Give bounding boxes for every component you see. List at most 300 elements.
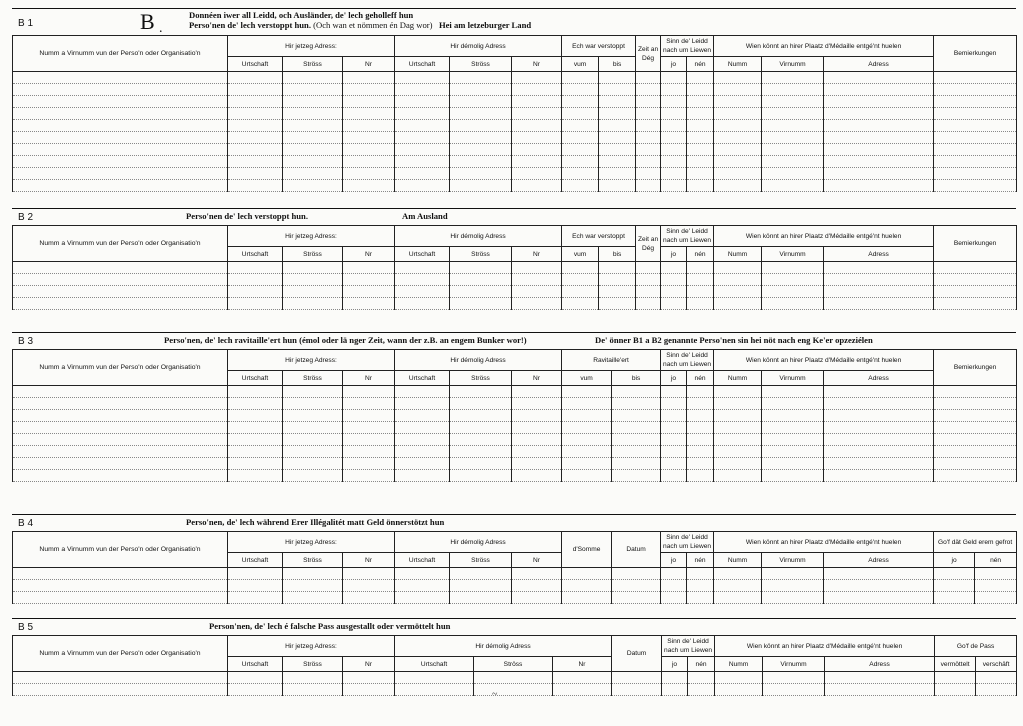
entry-cell[interactable] [714,458,762,470]
entry-cell[interactable] [512,72,562,84]
entry-cell[interactable] [661,108,687,120]
entry-cell[interactable] [13,108,228,120]
entry-cell[interactable] [450,410,512,422]
entry-cell[interactable] [612,592,661,604]
entry-cell[interactable] [562,286,599,298]
entry-cell[interactable] [687,446,714,458]
entry-cell[interactable] [562,262,599,274]
entry-cell[interactable] [636,298,661,310]
entry-cell[interactable] [512,470,562,482]
entry-cell[interactable] [395,108,450,120]
entry-cell[interactable] [450,180,512,192]
entry-cell[interactable] [934,96,1017,108]
entry-cell[interactable] [762,580,824,592]
entry-cell[interactable] [662,684,688,696]
entry-cell[interactable] [562,132,599,144]
entry-cell[interactable] [762,72,824,84]
entry-cell[interactable] [762,592,824,604]
entry-cell[interactable] [934,398,1017,410]
entry-cell[interactable] [512,144,562,156]
entry-cell[interactable] [450,156,512,168]
entry-cell[interactable] [13,144,228,156]
entry-cell[interactable] [762,398,824,410]
entry-cell[interactable] [13,84,228,96]
entry-cell[interactable] [661,274,687,286]
entry-cell[interactable] [762,156,824,168]
entry-cell[interactable] [450,108,512,120]
entry-cell[interactable] [450,168,512,180]
entry-cell[interactable] [599,84,636,96]
entry-cell[interactable] [283,458,343,470]
entry-cell[interactable] [687,274,714,286]
entry-cell[interactable] [283,132,343,144]
entry-cell[interactable] [636,168,661,180]
entry-cell[interactable] [512,286,562,298]
entry-cell[interactable] [824,274,934,286]
entry-cell[interactable] [395,286,450,298]
entry-cell[interactable] [762,180,824,192]
entry-cell[interactable] [512,262,562,274]
entry-cell[interactable] [687,96,714,108]
entry-cell[interactable] [13,580,228,592]
entry-cell[interactable] [395,132,450,144]
entry-cell[interactable] [824,84,934,96]
entry-cell[interactable] [612,386,661,398]
entry-cell[interactable] [636,262,661,274]
entry-cell[interactable] [13,262,228,274]
entry-cell[interactable] [762,446,824,458]
entry-cell[interactable] [13,410,228,422]
entry-cell[interactable] [343,672,395,684]
entry-cell[interactable] [934,434,1017,446]
entry-cell[interactable] [714,262,762,274]
entry-cell[interactable] [599,72,636,84]
entry-cell[interactable] [599,274,636,286]
entry-cell[interactable] [450,144,512,156]
entry-cell[interactable] [228,156,283,168]
entry-cell[interactable] [283,156,343,168]
entry-cell[interactable] [612,398,661,410]
entry-cell[interactable] [450,470,512,482]
entry-cell[interactable] [824,262,934,274]
entry-cell[interactable] [714,422,762,434]
entry-cell[interactable] [395,422,450,434]
entry-cell[interactable] [512,96,562,108]
entry-cell[interactable] [714,470,762,482]
entry-cell[interactable] [562,144,599,156]
entry-cell[interactable] [762,108,824,120]
entry-cell[interactable] [687,108,714,120]
entry-cell[interactable] [13,446,228,458]
entry-cell[interactable] [395,398,450,410]
entry-cell[interactable] [450,592,512,604]
entry-cell[interactable] [714,286,762,298]
entry-cell[interactable] [687,298,714,310]
entry-cell[interactable] [395,144,450,156]
entry-cell[interactable] [687,592,714,604]
entry-cell[interactable] [934,132,1017,144]
entry-cell[interactable] [599,168,636,180]
entry-cell[interactable] [661,262,687,274]
entry-cell[interactable] [283,410,343,422]
entry-cell[interactable] [450,262,512,274]
entry-cell[interactable] [343,72,395,84]
entry-cell[interactable] [562,446,612,458]
entry-cell[interactable] [824,398,934,410]
entry-cell[interactable] [762,410,824,422]
entry-cell[interactable] [935,672,976,684]
entry-cell[interactable] [343,398,395,410]
entry-cell[interactable] [283,168,343,180]
entry-cell[interactable] [599,132,636,144]
entry-cell[interactable] [474,684,553,696]
entry-cell[interactable] [714,386,762,398]
entry-cell[interactable] [824,120,934,132]
entry-cell[interactable] [13,168,228,180]
entry-cell[interactable] [343,568,395,580]
entry-cell[interactable] [687,168,714,180]
entry-cell[interactable] [934,180,1017,192]
entry-cell[interactable] [714,434,762,446]
entry-cell[interactable] [395,684,474,696]
entry-cell[interactable] [687,410,714,422]
entry-cell[interactable] [562,422,612,434]
entry-cell[interactable] [975,592,1017,604]
entry-cell[interactable] [228,386,283,398]
entry-cell[interactable] [395,592,450,604]
entry-cell[interactable] [13,672,228,684]
entry-cell[interactable] [636,156,661,168]
entry-cell[interactable] [562,96,599,108]
entry-cell[interactable] [512,132,562,144]
entry-cell[interactable] [714,580,762,592]
entry-cell[interactable] [714,120,762,132]
entry-cell[interactable] [343,274,395,286]
entry-cell[interactable] [714,156,762,168]
entry-cell[interactable] [612,410,661,422]
entry-cell[interactable] [825,672,935,684]
entry-cell[interactable] [13,434,228,446]
entry-cell[interactable] [934,84,1017,96]
entry-cell[interactable] [824,72,934,84]
entry-cell[interactable] [13,684,228,696]
entry-cell[interactable] [228,672,283,684]
entry-cell[interactable] [661,132,687,144]
entry-cell[interactable] [934,144,1017,156]
entry-cell[interactable] [687,180,714,192]
entry-cell[interactable] [824,298,934,310]
entry-cell[interactable] [395,298,450,310]
entry-cell[interactable] [714,84,762,96]
entry-cell[interactable] [824,180,934,192]
entry-cell[interactable] [343,120,395,132]
entry-cell[interactable] [763,684,825,696]
entry-cell[interactable] [283,398,343,410]
entry-cell[interactable] [283,434,343,446]
entry-cell[interactable] [762,84,824,96]
entry-cell[interactable] [228,274,283,286]
entry-cell[interactable] [599,156,636,168]
entry-cell[interactable] [661,72,687,84]
entry-cell[interactable] [599,96,636,108]
entry-cell[interactable] [228,422,283,434]
entry-cell[interactable] [512,108,562,120]
entry-cell[interactable] [934,286,1017,298]
entry-cell[interactable] [450,84,512,96]
entry-cell[interactable] [283,96,343,108]
entry-cell[interactable] [228,446,283,458]
entry-cell[interactable] [283,298,343,310]
entry-cell[interactable] [228,568,283,580]
entry-cell[interactable] [283,672,343,684]
entry-cell[interactable] [824,386,934,398]
entry-cell[interactable] [661,168,687,180]
entry-cell[interactable] [934,108,1017,120]
entry-cell[interactable] [762,434,824,446]
entry-cell[interactable] [636,274,661,286]
entry-cell[interactable] [283,422,343,434]
entry-cell[interactable] [553,672,612,684]
entry-cell[interactable] [228,470,283,482]
entry-cell[interactable] [395,180,450,192]
entry-cell[interactable] [450,458,512,470]
entry-cell[interactable] [283,470,343,482]
entry-cell[interactable] [714,144,762,156]
entry-cell[interactable] [599,108,636,120]
entry-cell[interactable] [714,180,762,192]
entry-cell[interactable] [283,592,343,604]
entry-cell[interactable] [450,274,512,286]
entry-cell[interactable] [661,180,687,192]
entry-cell[interactable] [395,386,450,398]
entry-cell[interactable] [228,592,283,604]
entry-cell[interactable] [562,410,612,422]
entry-cell[interactable] [824,592,934,604]
entry-cell[interactable] [562,72,599,84]
entry-cell[interactable] [762,132,824,144]
entry-cell[interactable] [934,592,975,604]
entry-cell[interactable] [824,168,934,180]
entry-cell[interactable] [714,72,762,84]
entry-cell[interactable] [228,398,283,410]
entry-cell[interactable] [13,592,228,604]
entry-cell[interactable] [395,262,450,274]
entry-cell[interactable] [228,410,283,422]
entry-cell[interactable] [976,672,1017,684]
entry-cell[interactable] [474,672,553,684]
entry-cell[interactable] [13,180,228,192]
entry-cell[interactable] [13,458,228,470]
entry-cell[interactable] [562,592,612,604]
entry-cell[interactable] [13,132,228,144]
entry-cell[interactable] [636,96,661,108]
entry-cell[interactable] [13,386,228,398]
entry-cell[interactable] [687,156,714,168]
entry-cell[interactable] [715,684,763,696]
entry-cell[interactable] [562,156,599,168]
entry-cell[interactable] [824,132,934,144]
entry-cell[interactable] [283,684,343,696]
entry-cell[interactable] [661,386,687,398]
entry-cell[interactable] [687,470,714,482]
entry-cell[interactable] [599,120,636,132]
entry-cell[interactable] [612,672,662,684]
entry-cell[interactable] [762,458,824,470]
entry-cell[interactable] [228,458,283,470]
entry-cell[interactable] [450,434,512,446]
entry-cell[interactable] [687,386,714,398]
entry-cell[interactable] [688,684,715,696]
entry-cell[interactable] [762,298,824,310]
entry-cell[interactable] [450,386,512,398]
entry-cell[interactable] [562,458,612,470]
entry-cell[interactable] [824,422,934,434]
entry-cell[interactable] [661,446,687,458]
entry-cell[interactable] [283,72,343,84]
entry-cell[interactable] [688,672,715,684]
entry-cell[interactable] [934,120,1017,132]
entry-cell[interactable] [636,144,661,156]
entry-cell[interactable] [661,410,687,422]
entry-cell[interactable] [13,422,228,434]
entry-cell[interactable] [762,120,824,132]
entry-cell[interactable] [395,410,450,422]
entry-cell[interactable] [934,422,1017,434]
entry-cell[interactable] [975,568,1017,580]
entry-cell[interactable] [714,132,762,144]
entry-cell[interactable] [562,386,612,398]
entry-cell[interactable] [450,568,512,580]
entry-cell[interactable] [395,672,474,684]
entry-cell[interactable] [687,568,714,580]
entry-cell[interactable] [228,72,283,84]
entry-cell[interactable] [562,108,599,120]
entry-cell[interactable] [450,446,512,458]
entry-cell[interactable] [283,446,343,458]
entry-cell[interactable] [687,132,714,144]
entry-cell[interactable] [395,446,450,458]
entry-cell[interactable] [512,298,562,310]
entry-cell[interactable] [13,72,228,84]
entry-cell[interactable] [976,684,1017,696]
entry-cell[interactable] [934,274,1017,286]
entry-cell[interactable] [661,120,687,132]
entry-cell[interactable] [343,286,395,298]
entry-cell[interactable] [562,434,612,446]
entry-cell[interactable] [562,120,599,132]
entry-cell[interactable] [395,458,450,470]
entry-cell[interactable] [13,470,228,482]
entry-cell[interactable] [13,120,228,132]
entry-cell[interactable] [343,422,395,434]
entry-cell[interactable] [228,180,283,192]
entry-cell[interactable] [283,286,343,298]
entry-cell[interactable] [343,458,395,470]
entry-cell[interactable] [824,434,934,446]
entry-cell[interactable] [687,120,714,132]
entry-cell[interactable] [512,274,562,286]
entry-cell[interactable] [512,156,562,168]
entry-cell[interactable] [612,446,661,458]
entry-cell[interactable] [562,470,612,482]
entry-cell[interactable] [283,108,343,120]
entry-cell[interactable] [687,458,714,470]
entry-cell[interactable] [714,592,762,604]
entry-cell[interactable] [343,580,395,592]
entry-cell[interactable] [636,72,661,84]
entry-cell[interactable] [762,144,824,156]
entry-cell[interactable] [343,470,395,482]
entry-cell[interactable] [661,568,687,580]
entry-cell[interactable] [228,298,283,310]
entry-cell[interactable] [450,580,512,592]
entry-cell[interactable] [512,168,562,180]
entry-cell[interactable] [934,262,1017,274]
entry-cell[interactable] [934,470,1017,482]
entry-cell[interactable] [450,422,512,434]
entry-cell[interactable] [687,262,714,274]
entry-cell[interactable] [512,398,562,410]
entry-cell[interactable] [512,422,562,434]
entry-cell[interactable] [687,580,714,592]
entry-cell[interactable] [934,386,1017,398]
entry-cell[interactable] [687,434,714,446]
entry-cell[interactable] [762,262,824,274]
entry-cell[interactable] [762,96,824,108]
entry-cell[interactable] [228,168,283,180]
entry-cell[interactable] [450,298,512,310]
entry-cell[interactable] [824,446,934,458]
entry-cell[interactable] [636,286,661,298]
entry-cell[interactable] [661,156,687,168]
entry-cell[interactable] [343,108,395,120]
entry-cell[interactable] [661,580,687,592]
entry-cell[interactable] [762,286,824,298]
entry-cell[interactable] [228,120,283,132]
entry-cell[interactable] [687,72,714,84]
entry-cell[interactable] [395,434,450,446]
entry-cell[interactable] [714,568,762,580]
entry-cell[interactable] [343,168,395,180]
entry-cell[interactable] [661,470,687,482]
entry-cell[interactable] [599,180,636,192]
entry-cell[interactable] [661,422,687,434]
entry-cell[interactable] [636,84,661,96]
entry-cell[interactable] [343,180,395,192]
entry-cell[interactable] [934,156,1017,168]
entry-cell[interactable] [395,568,450,580]
entry-cell[interactable] [395,96,450,108]
entry-cell[interactable] [824,568,934,580]
entry-cell[interactable] [687,286,714,298]
entry-cell[interactable] [343,156,395,168]
entry-cell[interactable] [228,684,283,696]
entry-cell[interactable] [612,580,661,592]
entry-cell[interactable] [934,72,1017,84]
entry-cell[interactable] [714,168,762,180]
entry-cell[interactable] [512,592,562,604]
entry-cell[interactable] [824,144,934,156]
entry-cell[interactable] [636,180,661,192]
entry-cell[interactable] [283,84,343,96]
entry-cell[interactable] [714,274,762,286]
entry-cell[interactable] [762,470,824,482]
entry-cell[interactable] [343,446,395,458]
entry-cell[interactable] [450,286,512,298]
entry-cell[interactable] [935,684,976,696]
entry-cell[interactable] [612,470,661,482]
entry-cell[interactable] [553,684,612,696]
